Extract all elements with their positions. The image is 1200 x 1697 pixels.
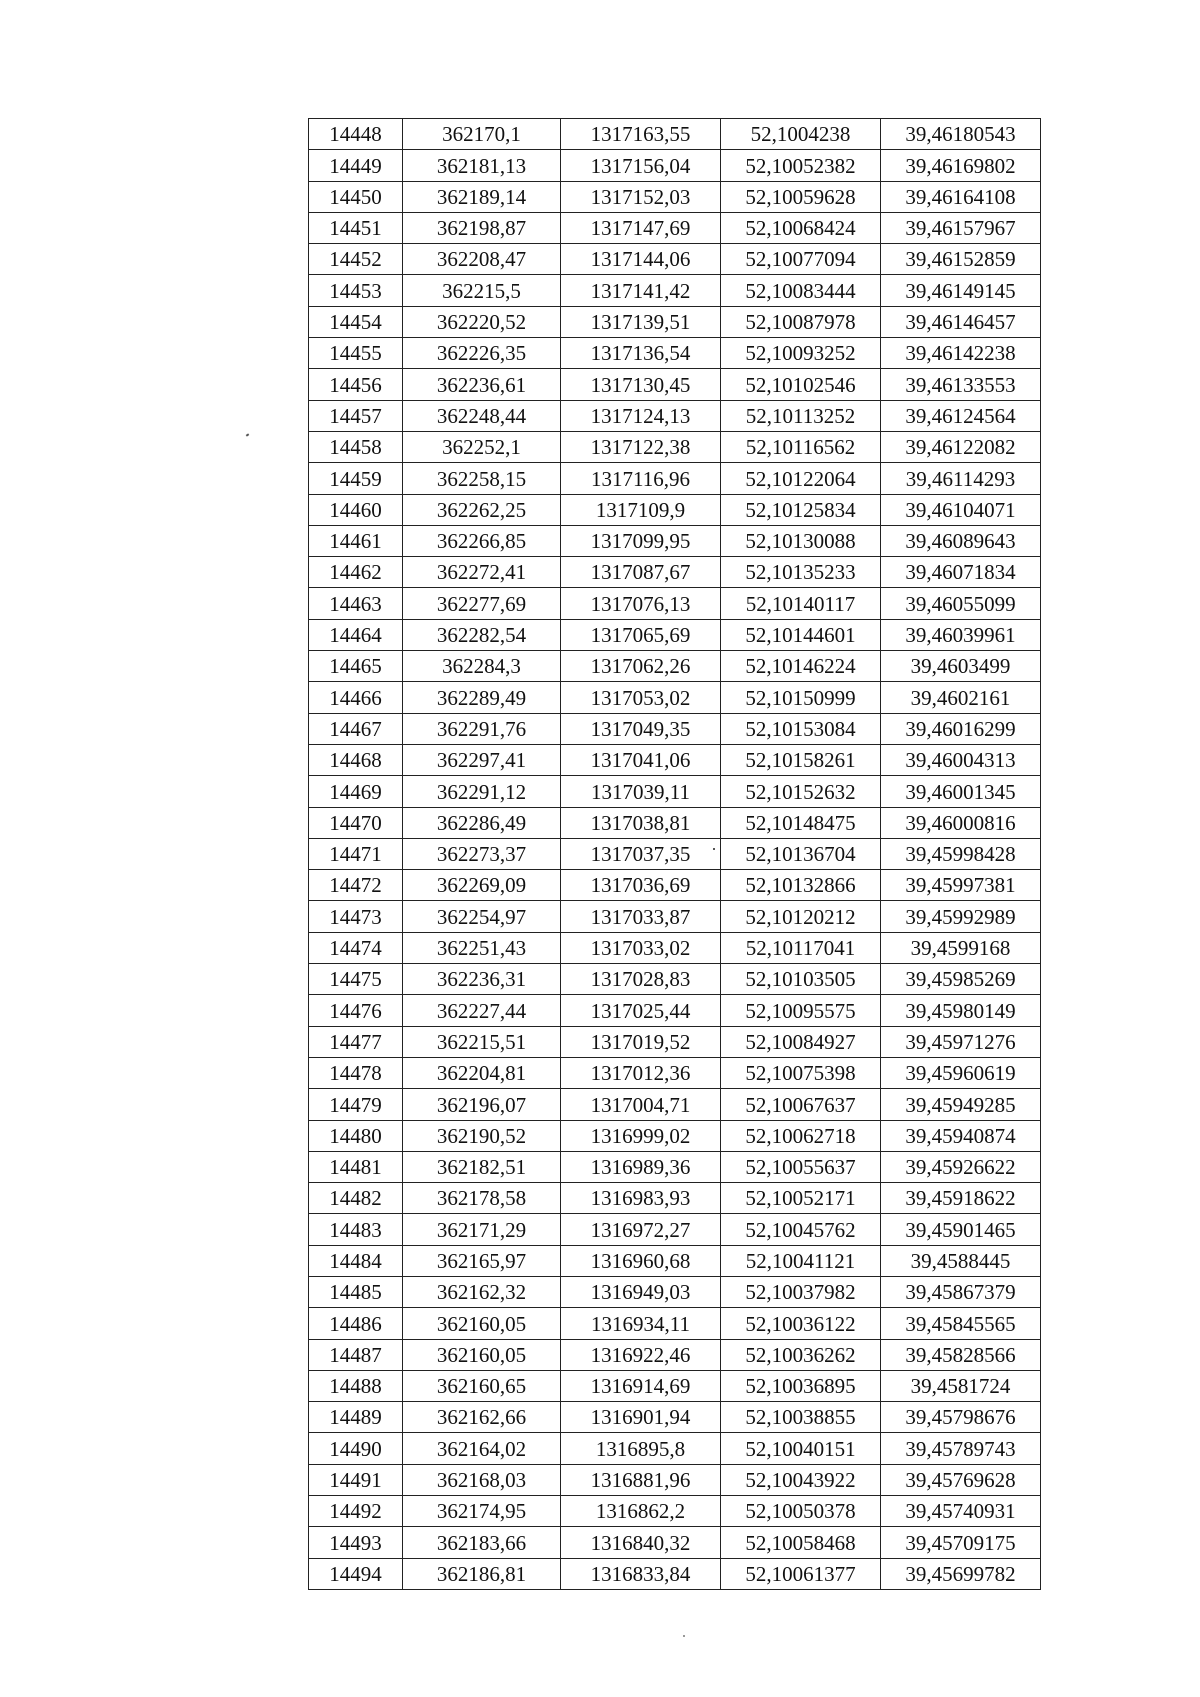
- point-number-cell: 14453: [309, 275, 403, 306]
- table-row: [309, 1245, 1041, 1276]
- y-coordinate-cell: 1317152,03: [561, 181, 721, 212]
- y-coordinate-cell: 1317037,35: [561, 838, 721, 869]
- longitude-cell: 39,46071834: [881, 557, 1041, 588]
- longitude-cell: 39,45828566: [881, 1339, 1041, 1370]
- longitude-cell: 39,46142238: [881, 338, 1041, 369]
- latitude-cell: 52,10103505: [721, 964, 881, 995]
- y-coordinate-cell: 1317124,13: [561, 400, 721, 431]
- y-coordinate-cell: 1317163,55: [561, 119, 721, 150]
- table-row: [309, 1183, 1041, 1214]
- point-number-cell: 14463: [309, 588, 403, 619]
- longitude-cell: 39,46039961: [881, 619, 1041, 650]
- latitude-cell: 52,10059628: [721, 181, 881, 212]
- table-row: [309, 338, 1041, 369]
- longitude-cell: 39,46114293: [881, 463, 1041, 494]
- latitude-cell: 52,10136704: [721, 838, 881, 869]
- point-number-cell: 14474: [309, 932, 403, 963]
- table-row: [309, 744, 1041, 775]
- table-row: [309, 525, 1041, 556]
- longitude-cell: 39,45960619: [881, 1057, 1041, 1088]
- table-row: [309, 1026, 1041, 1057]
- table-row: [309, 1339, 1041, 1370]
- x-coordinate-cell: 362182,51: [403, 1151, 561, 1182]
- x-coordinate-cell: 362181,13: [403, 150, 561, 181]
- latitude-cell: 52,10148475: [721, 807, 881, 838]
- x-coordinate-cell: 362236,61: [403, 369, 561, 400]
- point-number-cell: 14492: [309, 1496, 403, 1527]
- longitude-cell: 39,45709175: [881, 1527, 1041, 1558]
- point-number-cell: 14448: [309, 119, 403, 150]
- x-coordinate-cell: 362170,1: [403, 119, 561, 150]
- table-row: [309, 1558, 1041, 1589]
- x-coordinate-cell: 362215,5: [403, 275, 561, 306]
- latitude-cell: 52,10152632: [721, 776, 881, 807]
- point-number-cell: 14456: [309, 369, 403, 400]
- latitude-cell: 52,10093252: [721, 338, 881, 369]
- table-row: [309, 244, 1041, 275]
- x-coordinate-cell: 362215,51: [403, 1026, 561, 1057]
- point-number-cell: 14473: [309, 901, 403, 932]
- point-number-cell: 14475: [309, 964, 403, 995]
- point-number-cell: 14449: [309, 150, 403, 181]
- longitude-cell: 39,4602161: [881, 682, 1041, 713]
- latitude-cell: 52,10077094: [721, 244, 881, 275]
- point-number-cell: 14466: [309, 682, 403, 713]
- longitude-cell: 39,46146457: [881, 306, 1041, 337]
- latitude-cell: 52,10132866: [721, 870, 881, 901]
- table-row: [309, 400, 1041, 431]
- point-number-cell: 14465: [309, 651, 403, 682]
- latitude-cell: 52,10058468: [721, 1527, 881, 1558]
- x-coordinate-cell: 362252,1: [403, 431, 561, 462]
- table-row: [309, 1370, 1041, 1401]
- y-coordinate-cell: 1317087,67: [561, 557, 721, 588]
- table-row: [309, 682, 1041, 713]
- y-coordinate-cell: 1316989,36: [561, 1151, 721, 1182]
- point-number-cell: 14494: [309, 1558, 403, 1589]
- x-coordinate-cell: 362254,97: [403, 901, 561, 932]
- latitude-cell: 52,10122064: [721, 463, 881, 494]
- y-coordinate-cell: 1316999,02: [561, 1120, 721, 1151]
- y-coordinate-cell: 1317036,69: [561, 870, 721, 901]
- y-coordinate-cell: 1316833,84: [561, 1558, 721, 1589]
- longitude-cell: 39,45769628: [881, 1464, 1041, 1495]
- table-row: [309, 463, 1041, 494]
- x-coordinate-cell: 362227,44: [403, 995, 561, 1026]
- latitude-cell: 52,10036895: [721, 1370, 881, 1401]
- x-coordinate-cell: 362291,76: [403, 713, 561, 744]
- latitude-cell: 52,10084927: [721, 1026, 881, 1057]
- table-row: [309, 181, 1041, 212]
- point-number-cell: 14454: [309, 306, 403, 337]
- x-coordinate-cell: 362291,12: [403, 776, 561, 807]
- x-coordinate-cell: 362286,49: [403, 807, 561, 838]
- y-coordinate-cell: 1317019,52: [561, 1026, 721, 1057]
- longitude-cell: 39,46016299: [881, 713, 1041, 744]
- latitude-cell: 52,10117041: [721, 932, 881, 963]
- latitude-cell: 52,10113252: [721, 400, 881, 431]
- y-coordinate-cell: 1317122,38: [561, 431, 721, 462]
- y-coordinate-cell: 1317099,95: [561, 525, 721, 556]
- x-coordinate-cell: 362160,65: [403, 1370, 561, 1401]
- y-coordinate-cell: 1317147,69: [561, 212, 721, 243]
- latitude-cell: 52,10067637: [721, 1089, 881, 1120]
- coordinates-table-body: [309, 119, 1041, 1590]
- latitude-cell: 52,10043922: [721, 1464, 881, 1495]
- y-coordinate-cell: 1316983,93: [561, 1183, 721, 1214]
- table-row: [309, 713, 1041, 744]
- table-row: [309, 494, 1041, 525]
- longitude-cell: 39,45998428: [881, 838, 1041, 869]
- y-coordinate-cell: 1317039,11: [561, 776, 721, 807]
- longitude-cell: 39,46000816: [881, 807, 1041, 838]
- table-row: [309, 1402, 1041, 1433]
- y-coordinate-cell: 1317012,36: [561, 1057, 721, 1088]
- y-coordinate-cell: 1317025,44: [561, 995, 721, 1026]
- longitude-cell: 39,45971276: [881, 1026, 1041, 1057]
- longitude-cell: 39,45918622: [881, 1183, 1041, 1214]
- latitude-cell: 52,10144601: [721, 619, 881, 650]
- latitude-cell: 52,10041121: [721, 1245, 881, 1276]
- y-coordinate-cell: 1317141,42: [561, 275, 721, 306]
- longitude-cell: 39,45985269: [881, 964, 1041, 995]
- x-coordinate-cell: 362190,52: [403, 1120, 561, 1151]
- point-number-cell: 14488: [309, 1370, 403, 1401]
- y-coordinate-cell: 1317065,69: [561, 619, 721, 650]
- latitude-cell: 52,10038855: [721, 1402, 881, 1433]
- point-number-cell: 14450: [309, 181, 403, 212]
- longitude-cell: 39,45992989: [881, 901, 1041, 932]
- x-coordinate-cell: 362269,09: [403, 870, 561, 901]
- latitude-cell: 52,10052382: [721, 150, 881, 181]
- table-row: [309, 275, 1041, 306]
- longitude-cell: 39,46001345: [881, 776, 1041, 807]
- x-coordinate-cell: 362162,32: [403, 1276, 561, 1307]
- x-coordinate-cell: 362160,05: [403, 1308, 561, 1339]
- table-row: [309, 619, 1041, 650]
- y-coordinate-cell: 1316840,32: [561, 1527, 721, 1558]
- point-number-cell: 14491: [309, 1464, 403, 1495]
- x-coordinate-cell: 362160,05: [403, 1339, 561, 1370]
- point-number-cell: 14467: [309, 713, 403, 744]
- latitude-cell: 52,10102546: [721, 369, 881, 400]
- x-coordinate-cell: 362282,54: [403, 619, 561, 650]
- longitude-cell: 39,4603499: [881, 651, 1041, 682]
- point-number-cell: 14470: [309, 807, 403, 838]
- y-coordinate-cell: 1316934,11: [561, 1308, 721, 1339]
- x-coordinate-cell: 362183,66: [403, 1527, 561, 1558]
- y-coordinate-cell: 1316960,68: [561, 1245, 721, 1276]
- longitude-cell: 39,46180543: [881, 119, 1041, 150]
- y-coordinate-cell: 1316972,27: [561, 1214, 721, 1245]
- point-number-cell: 14483: [309, 1214, 403, 1245]
- table-row: [309, 369, 1041, 400]
- point-number-cell: 14476: [309, 995, 403, 1026]
- longitude-cell: 39,45980149: [881, 995, 1041, 1026]
- longitude-cell: 39,45867379: [881, 1276, 1041, 1307]
- y-coordinate-cell: 1317139,51: [561, 306, 721, 337]
- point-number-cell: 14459: [309, 463, 403, 494]
- table-row: [309, 557, 1041, 588]
- latitude-cell: 52,10125834: [721, 494, 881, 525]
- coordinates-table: [308, 118, 1041, 1590]
- x-coordinate-cell: 362284,3: [403, 651, 561, 682]
- table-row: [309, 1276, 1041, 1307]
- table-row: [309, 838, 1041, 869]
- y-coordinate-cell: 1316949,03: [561, 1276, 721, 1307]
- latitude-cell: 52,10130088: [721, 525, 881, 556]
- table-row: [309, 1433, 1041, 1464]
- y-coordinate-cell: 1317144,06: [561, 244, 721, 275]
- x-coordinate-cell: 362165,97: [403, 1245, 561, 1276]
- y-coordinate-cell: 1317004,71: [561, 1089, 721, 1120]
- longitude-cell: 39,45901465: [881, 1214, 1041, 1245]
- y-coordinate-cell: 1317136,54: [561, 338, 721, 369]
- longitude-cell: 39,4581724: [881, 1370, 1041, 1401]
- table-row: [309, 995, 1041, 1026]
- x-coordinate-cell: 362236,31: [403, 964, 561, 995]
- table-row: [309, 1308, 1041, 1339]
- latitude-cell: 52,1004238: [721, 119, 881, 150]
- y-coordinate-cell: 1317062,26: [561, 651, 721, 682]
- x-coordinate-cell: 362262,25: [403, 494, 561, 525]
- point-number-cell: 14457: [309, 400, 403, 431]
- scan-speck: [246, 433, 250, 436]
- point-number-cell: 14482: [309, 1183, 403, 1214]
- y-coordinate-cell: 1316881,96: [561, 1464, 721, 1495]
- longitude-cell: 39,45940874: [881, 1120, 1041, 1151]
- table-row: [309, 150, 1041, 181]
- y-coordinate-cell: 1317116,96: [561, 463, 721, 494]
- y-coordinate-cell: 1317028,83: [561, 964, 721, 995]
- table-row: [309, 1496, 1041, 1527]
- table-row: [309, 870, 1041, 901]
- latitude-cell: 52,10135233: [721, 557, 881, 588]
- point-number-cell: 14452: [309, 244, 403, 275]
- x-coordinate-cell: 362220,52: [403, 306, 561, 337]
- longitude-cell: 39,46124564: [881, 400, 1041, 431]
- point-number-cell: 14480: [309, 1120, 403, 1151]
- point-number-cell: 14486: [309, 1308, 403, 1339]
- x-coordinate-cell: 362168,03: [403, 1464, 561, 1495]
- latitude-cell: 52,10083444: [721, 275, 881, 306]
- point-number-cell: 14471: [309, 838, 403, 869]
- point-number-cell: 14489: [309, 1402, 403, 1433]
- latitude-cell: 52,10158261: [721, 744, 881, 775]
- latitude-cell: 52,10150999: [721, 682, 881, 713]
- latitude-cell: 52,10040151: [721, 1433, 881, 1464]
- y-coordinate-cell: 1317033,87: [561, 901, 721, 932]
- latitude-cell: 52,10140117: [721, 588, 881, 619]
- point-number-cell: 14485: [309, 1276, 403, 1307]
- longitude-cell: 39,46157967: [881, 212, 1041, 243]
- latitude-cell: 52,10062718: [721, 1120, 881, 1151]
- point-number-cell: 14490: [309, 1433, 403, 1464]
- point-number-cell: 14478: [309, 1057, 403, 1088]
- point-number-cell: 14484: [309, 1245, 403, 1276]
- table-row: [309, 119, 1041, 150]
- longitude-cell: 39,45798676: [881, 1402, 1041, 1433]
- latitude-cell: 52,10087978: [721, 306, 881, 337]
- point-number-cell: 14461: [309, 525, 403, 556]
- longitude-cell: 39,45997381: [881, 870, 1041, 901]
- x-coordinate-cell: 362189,14: [403, 181, 561, 212]
- x-coordinate-cell: 362164,02: [403, 1433, 561, 1464]
- table-row: [309, 1464, 1041, 1495]
- longitude-cell: 39,45789743: [881, 1433, 1041, 1464]
- point-number-cell: 14458: [309, 431, 403, 462]
- x-coordinate-cell: 362178,58: [403, 1183, 561, 1214]
- point-number-cell: 14481: [309, 1151, 403, 1182]
- x-coordinate-cell: 362258,15: [403, 463, 561, 494]
- point-number-cell: 14493: [309, 1527, 403, 1558]
- longitude-cell: 39,46152859: [881, 244, 1041, 275]
- latitude-cell: 52,10068424: [721, 212, 881, 243]
- y-coordinate-cell: 1317038,81: [561, 807, 721, 838]
- table-row: [309, 212, 1041, 243]
- latitude-cell: 52,10075398: [721, 1057, 881, 1088]
- y-coordinate-cell: 1317053,02: [561, 682, 721, 713]
- longitude-cell: 39,46133553: [881, 369, 1041, 400]
- x-coordinate-cell: 362272,41: [403, 557, 561, 588]
- y-coordinate-cell: 1316914,69: [561, 1370, 721, 1401]
- table-row: [309, 1120, 1041, 1151]
- y-coordinate-cell: 1316895,8: [561, 1433, 721, 1464]
- y-coordinate-cell: 1317033,02: [561, 932, 721, 963]
- longitude-cell: 39,46055099: [881, 588, 1041, 619]
- longitude-cell: 39,45949285: [881, 1089, 1041, 1120]
- longitude-cell: 39,45699782: [881, 1558, 1041, 1589]
- latitude-cell: 52,10037982: [721, 1276, 881, 1307]
- x-coordinate-cell: 362162,66: [403, 1402, 561, 1433]
- table-row: [309, 431, 1041, 462]
- point-number-cell: 14468: [309, 744, 403, 775]
- latitude-cell: 52,10120212: [721, 901, 881, 932]
- x-coordinate-cell: 362198,87: [403, 212, 561, 243]
- y-coordinate-cell: 1316862,2: [561, 1496, 721, 1527]
- latitude-cell: 52,10050378: [721, 1496, 881, 1527]
- point-number-cell: 14460: [309, 494, 403, 525]
- longitude-cell: 39,4599168: [881, 932, 1041, 963]
- longitude-cell: 39,46004313: [881, 744, 1041, 775]
- x-coordinate-cell: 362251,43: [403, 932, 561, 963]
- point-number-cell: 14479: [309, 1089, 403, 1120]
- table-row: [309, 1527, 1041, 1558]
- longitude-cell: 39,45740931: [881, 1496, 1041, 1527]
- table-row: [309, 1089, 1041, 1120]
- table-row: [309, 588, 1041, 619]
- longitude-cell: 39,46104071: [881, 494, 1041, 525]
- latitude-cell: 52,10052171: [721, 1183, 881, 1214]
- y-coordinate-cell: 1317041,06: [561, 744, 721, 775]
- point-number-cell: 14464: [309, 619, 403, 650]
- longitude-cell: 39,46122082: [881, 431, 1041, 462]
- longitude-cell: 39,46164108: [881, 181, 1041, 212]
- x-coordinate-cell: 362266,85: [403, 525, 561, 556]
- y-coordinate-cell: 1317076,13: [561, 588, 721, 619]
- longitude-cell: 39,4588445: [881, 1245, 1041, 1276]
- table-row: [309, 306, 1041, 337]
- y-coordinate-cell: 1317156,04: [561, 150, 721, 181]
- latitude-cell: 52,10061377: [721, 1558, 881, 1589]
- y-coordinate-cell: 1317130,45: [561, 369, 721, 400]
- table-row: [309, 1214, 1041, 1245]
- x-coordinate-cell: 362171,29: [403, 1214, 561, 1245]
- point-number-cell: 14472: [309, 870, 403, 901]
- table-row: [309, 964, 1041, 995]
- table-row: [309, 901, 1041, 932]
- longitude-cell: 39,46169802: [881, 150, 1041, 181]
- x-coordinate-cell: 362174,95: [403, 1496, 561, 1527]
- table-row: [309, 932, 1041, 963]
- latitude-cell: 52,10146224: [721, 651, 881, 682]
- point-number-cell: 14469: [309, 776, 403, 807]
- longitude-cell: 39,46149145: [881, 275, 1041, 306]
- x-coordinate-cell: 362186,81: [403, 1558, 561, 1589]
- latitude-cell: 52,10116562: [721, 431, 881, 462]
- y-coordinate-cell: 1316922,46: [561, 1339, 721, 1370]
- y-coordinate-cell: 1316901,94: [561, 1402, 721, 1433]
- longitude-cell: 39,46089643: [881, 525, 1041, 556]
- latitude-cell: 52,10036122: [721, 1308, 881, 1339]
- table-row: [309, 1151, 1041, 1182]
- x-coordinate-cell: 362204,81: [403, 1057, 561, 1088]
- table-row: [309, 1057, 1041, 1088]
- y-coordinate-cell: 1317109,9: [561, 494, 721, 525]
- x-coordinate-cell: 362248,44: [403, 400, 561, 431]
- latitude-cell: 52,10055637: [721, 1151, 881, 1182]
- x-coordinate-cell: 362297,41: [403, 744, 561, 775]
- x-coordinate-cell: 362208,47: [403, 244, 561, 275]
- x-coordinate-cell: 362226,35: [403, 338, 561, 369]
- point-number-cell: 14455: [309, 338, 403, 369]
- x-coordinate-cell: 362196,07: [403, 1089, 561, 1120]
- point-number-cell: 14477: [309, 1026, 403, 1057]
- longitude-cell: 39,45926622: [881, 1151, 1041, 1182]
- x-coordinate-cell: 362273,37: [403, 838, 561, 869]
- x-coordinate-cell: 362289,49: [403, 682, 561, 713]
- scan-speck: [683, 1635, 685, 1637]
- point-number-cell: 14462: [309, 557, 403, 588]
- point-number-cell: 14451: [309, 212, 403, 243]
- latitude-cell: 52,10036262: [721, 1339, 881, 1370]
- table-row: [309, 776, 1041, 807]
- y-coordinate-cell: 1317049,35: [561, 713, 721, 744]
- longitude-cell: 39,45845565: [881, 1308, 1041, 1339]
- latitude-cell: 52,10045762: [721, 1214, 881, 1245]
- x-coordinate-cell: 362277,69: [403, 588, 561, 619]
- point-number-cell: 14487: [309, 1339, 403, 1370]
- scan-speck: [713, 848, 715, 850]
- table-row: [309, 807, 1041, 838]
- latitude-cell: 52,10095575: [721, 995, 881, 1026]
- table-row: [309, 651, 1041, 682]
- latitude-cell: 52,10153084: [721, 713, 881, 744]
